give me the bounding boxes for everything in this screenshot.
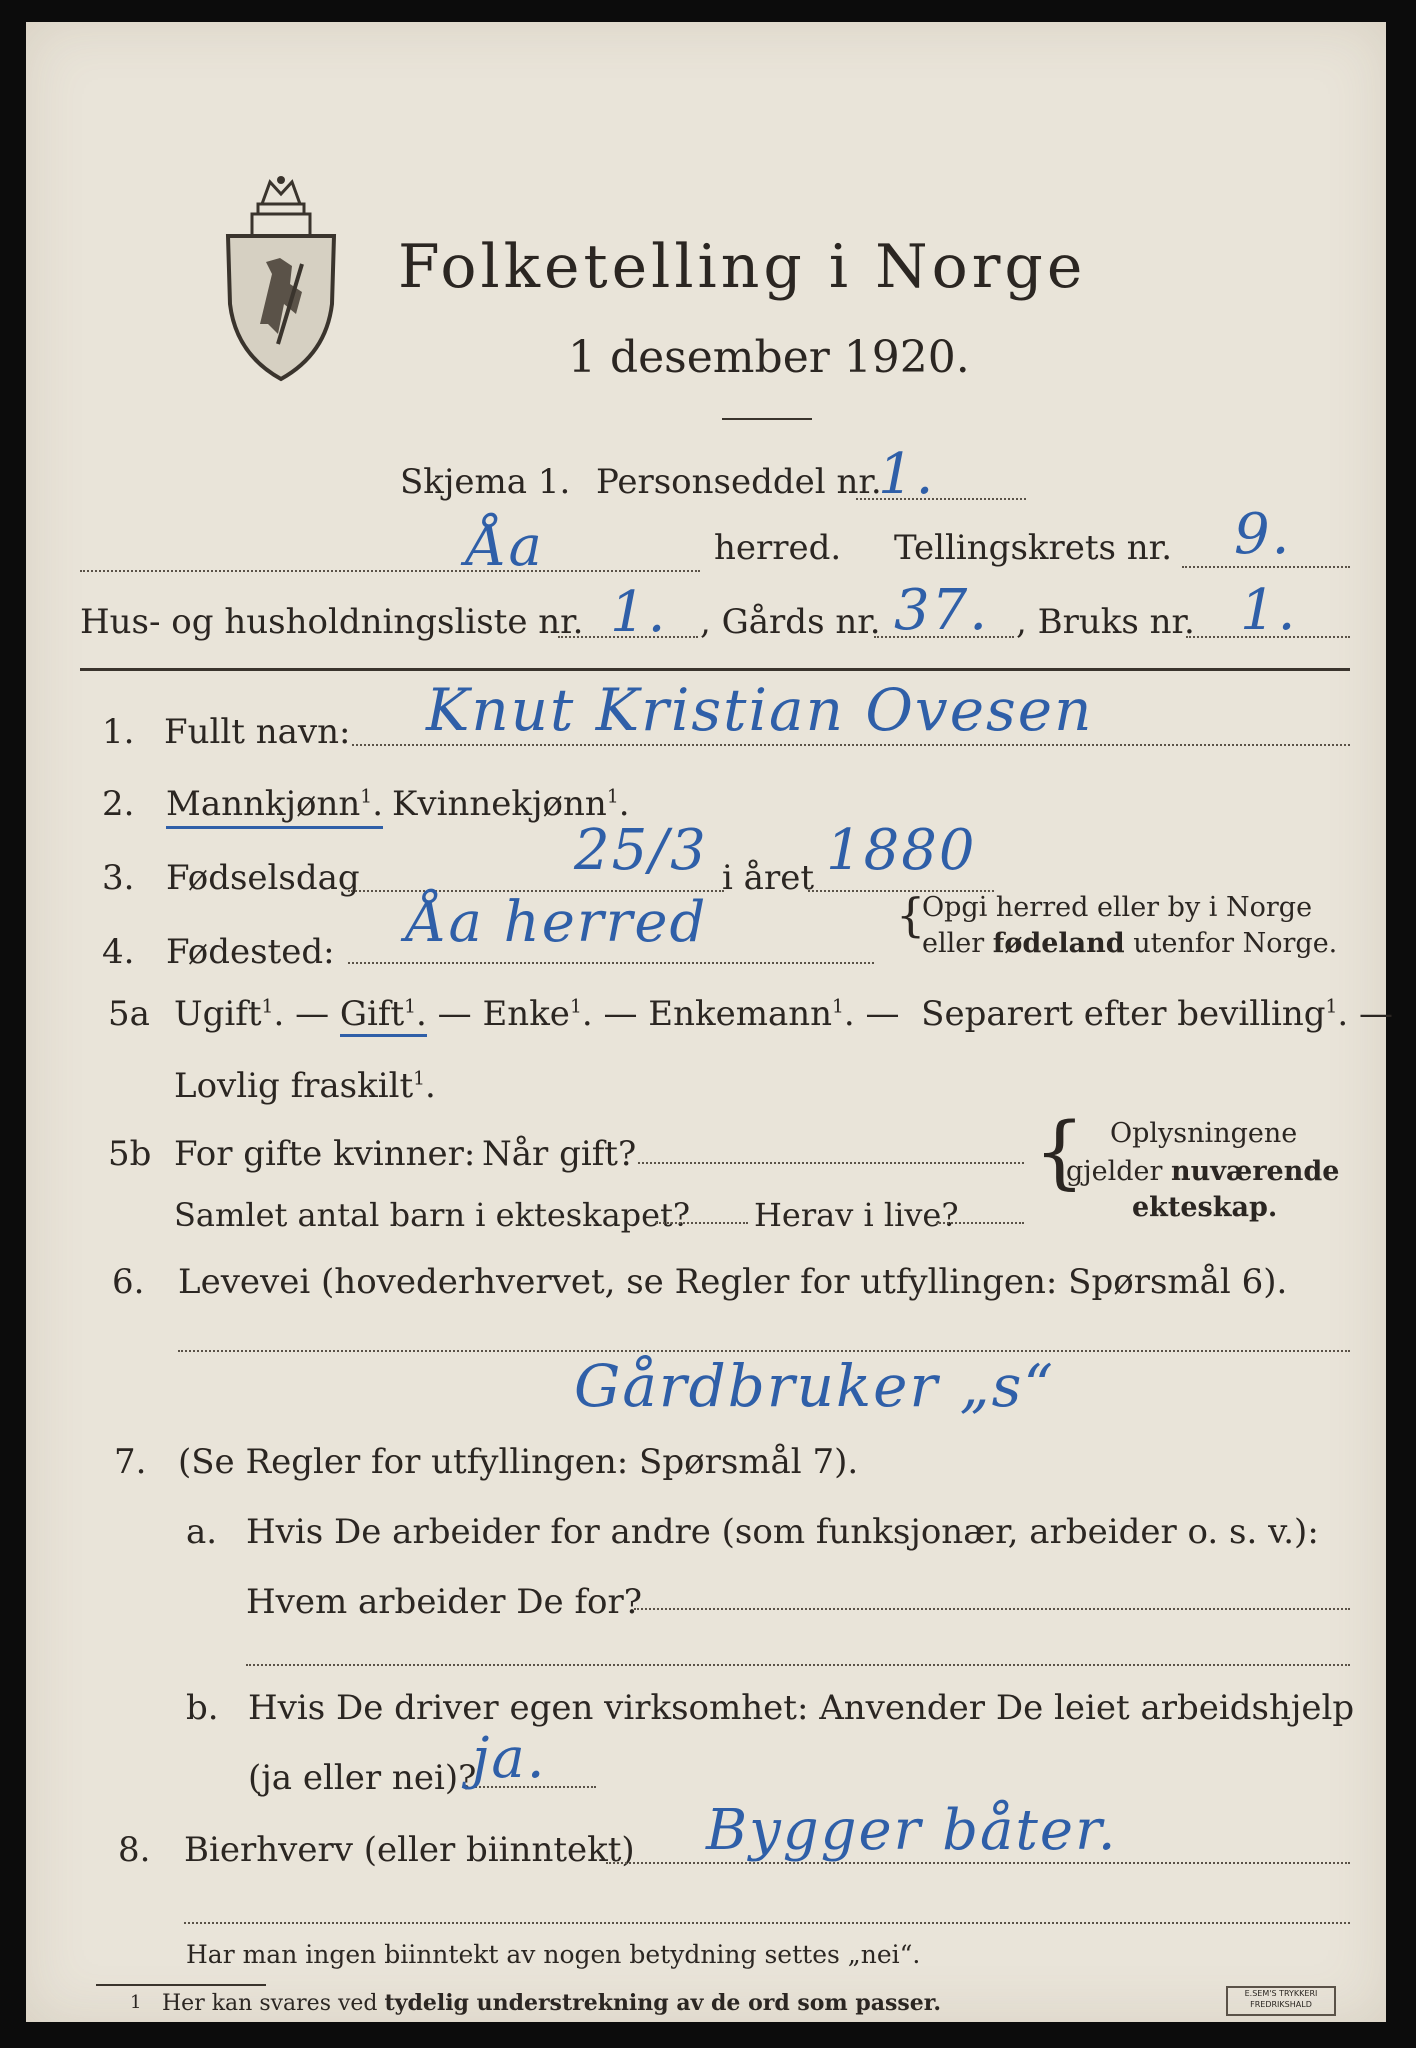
separert-label: Separert efter bevilling xyxy=(921,994,1326,1034)
q5b-number: 5b xyxy=(108,1134,152,1174)
herred-label: herred. xyxy=(714,528,842,568)
ugift-option[interactable]: Ugift$^1$. xyxy=(174,994,285,1034)
census-form xyxy=(26,22,1394,2022)
q4-brace: { xyxy=(896,888,926,942)
q5b-note-2a: gjelder xyxy=(1066,1156,1163,1187)
q4-note-2b: fødeland xyxy=(992,928,1125,959)
q7a-line-2 xyxy=(246,1664,1350,1666)
enkemann-option[interactable]: Enkemann$^1$. xyxy=(648,994,855,1034)
q4-note-2 xyxy=(922,928,1337,959)
live-line xyxy=(936,1222,1024,1224)
male-option[interactable]: Mannkjønn$^1$. xyxy=(166,784,383,829)
skjema-label: Skjema 1. xyxy=(400,462,571,502)
coat-of-arms-icon xyxy=(222,174,340,384)
q5a-number: 5a xyxy=(108,994,150,1034)
side-income-value[interactable]: Bygger båter. xyxy=(706,1798,1118,1863)
barn-line xyxy=(656,1222,748,1224)
household-list-value[interactable]: 1. xyxy=(610,580,668,645)
ugift-label: Ugift xyxy=(174,994,262,1034)
gift-label: Gift xyxy=(339,994,405,1034)
household-list-label: Hus- og husholdningsliste nr. xyxy=(80,602,584,642)
year-label: i året xyxy=(722,858,814,898)
male-sup: 1 xyxy=(360,786,373,808)
q4-note-2c: utenfor Norge. xyxy=(1133,928,1338,959)
gards-value[interactable]: 37. xyxy=(894,578,990,643)
form-date: 1 desember 1920. xyxy=(568,332,970,383)
birth-year-value[interactable]: 1880 xyxy=(826,818,977,883)
herred-value[interactable]: Åa xyxy=(466,514,544,579)
header-divider xyxy=(80,668,1350,671)
occupation-value[interactable]: Gårdbruker „s“ xyxy=(574,1352,1056,1420)
footnote-number: 1 xyxy=(130,1992,142,2013)
female-sup: 1 xyxy=(606,786,619,808)
footnote-text xyxy=(162,1990,941,2016)
naar-gift-line xyxy=(638,1162,1024,1164)
q1-number: 1. xyxy=(102,712,135,752)
q4-number: 4. xyxy=(102,932,135,972)
enke-label: Enke xyxy=(482,994,570,1034)
q7b-text-2: (ja eller nei)? xyxy=(248,1758,477,1798)
q8-label: Bierhverv (eller biinntekt) xyxy=(184,1830,635,1870)
form-title: Folketelling i Norge xyxy=(398,232,1087,302)
female-label: Kvinnekjønn xyxy=(392,784,607,824)
gift-option[interactable]: Gift$^1$. xyxy=(340,994,427,1037)
printer-stamp xyxy=(1226,1986,1336,2016)
footnote-divider xyxy=(96,1984,266,1986)
dash-4: — xyxy=(865,994,900,1034)
nei-note: Har man ingen biinntekt av nogen betydning settes „nei“. xyxy=(186,1940,921,1969)
q4-line xyxy=(348,962,874,964)
full-name-value[interactable]: Knut Kristian Ovesen xyxy=(426,676,1094,744)
q5b-note-1: Oplysningene xyxy=(1110,1118,1298,1149)
fraskilt-option[interactable]: Lovlig fraskilt$^1$. xyxy=(174,1066,436,1106)
q7a-text-2: Hvem arbeider De for? xyxy=(246,1582,642,1622)
q8-line-2 xyxy=(184,1922,1350,1924)
birthday-value[interactable]: 25/3 xyxy=(574,818,708,883)
footnote-text-a: Her kan svares ved xyxy=(162,1991,378,2016)
female-option[interactable]: Kvinnekjønn$^1$. xyxy=(392,784,630,824)
dash-3: — xyxy=(603,994,638,1034)
live-label: Herav i live? xyxy=(754,1196,959,1234)
q7-label: (Se Regler for utfyllingen: Spørsmål 7). xyxy=(178,1442,859,1482)
q5b-note-3: ekteskap. xyxy=(1132,1192,1278,1223)
q6-label: Levevei (hovederhvervet, se Regler for utfyllingen: Spørsmål 6). xyxy=(178,1262,1288,1302)
q7-number: 7. xyxy=(114,1442,147,1482)
q1-label: Fullt navn: xyxy=(164,712,351,752)
footnote-text-b: tydelig understrekning av de ord som passer. xyxy=(384,1990,942,2016)
printer-stamp-line-1: E.SEM'S TRYKKERI xyxy=(1244,1989,1318,1998)
q7a-line-1 xyxy=(634,1608,1350,1610)
q8-number: 8. xyxy=(118,1830,151,1870)
fraskilt-label: Lovlig fraskilt xyxy=(174,1066,414,1106)
q7b-value[interactable]: ja. xyxy=(472,1726,547,1791)
q7a-text: Hvis De arbeider for andre (som funksjonær, arbeider o. s. v.): xyxy=(246,1512,1319,1552)
bruks-label: , Bruks nr. xyxy=(1016,602,1195,642)
q3-label: Fødselsdag xyxy=(166,858,360,898)
q6-number: 6. xyxy=(112,1262,145,1302)
q5b-brace: { xyxy=(1034,1105,1085,1198)
dash-1: — xyxy=(295,994,330,1034)
herred-line xyxy=(80,570,700,572)
q4-label: Fødested: xyxy=(166,932,335,972)
title-divider xyxy=(722,418,812,420)
q2-number: 2. xyxy=(102,784,135,824)
barn-label: Samlet antal barn i ekteskapet? xyxy=(174,1196,691,1234)
q5b-label: For gifte kvinner: xyxy=(174,1134,476,1174)
gards-label: , Gårds nr. xyxy=(700,602,881,642)
enke-option[interactable]: Enke$^1$. xyxy=(482,994,593,1034)
male-label: Mannkjønn xyxy=(166,784,361,824)
q7b-text: Hvis De driver egen virksomhet: Anvender De leiet arbeidshjelp xyxy=(248,1688,1355,1728)
q4-note-2a: eller xyxy=(922,928,985,959)
personseddel-value[interactable]: 1. xyxy=(878,442,936,507)
q5b-note-2b: nuværende xyxy=(1171,1156,1340,1187)
q3-number: 3. xyxy=(102,858,135,898)
printer-stamp-line-2: FREDRIKSHALD xyxy=(1250,2000,1312,2009)
krets-value[interactable]: 9. xyxy=(1234,502,1292,567)
personseddel-label: Personseddel nr. xyxy=(596,462,882,502)
q7b-letter: b. xyxy=(186,1688,219,1728)
marital-status-row xyxy=(174,994,1393,1034)
enkemann-label: Enkemann xyxy=(648,994,833,1034)
birthplace-value[interactable]: Åa herred xyxy=(406,890,708,955)
q1-line xyxy=(352,744,1350,746)
dash-2: — xyxy=(437,994,472,1034)
q4-note-1: Opgi herred eller by i Norge xyxy=(922,892,1313,923)
q7a-letter: a. xyxy=(186,1512,218,1552)
separert-option[interactable]: Separert efter bevilling$^1$. xyxy=(921,994,1349,1034)
krets-label: Tellingskrets nr. xyxy=(894,528,1173,568)
q5b-note-2 xyxy=(1066,1156,1339,1187)
dash-5: — xyxy=(1359,994,1394,1034)
naar-gift-label: Når gift? xyxy=(482,1134,637,1174)
bruks-value[interactable]: 1. xyxy=(1240,578,1298,643)
